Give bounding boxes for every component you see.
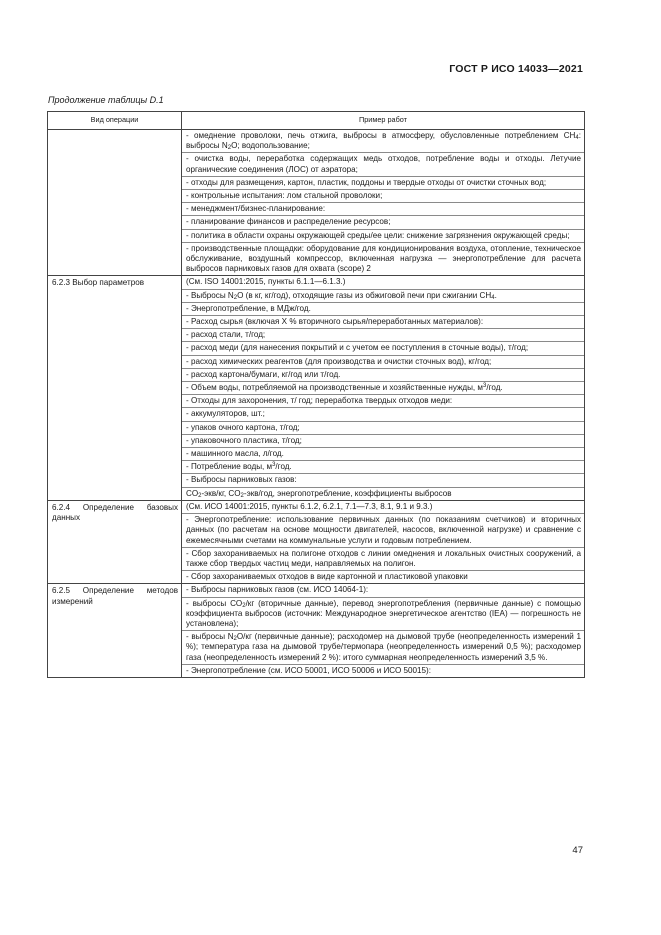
example-item: - аккумуляторов, шт.; [182,408,584,421]
example-item: - Отходы для захоронения, т/ год; переработка твердых отходов меди: [182,395,584,408]
examples-cell [182,276,585,500]
table-caption: Продолжение таблицы D.1 [48,95,164,105]
operation-cell: 6.2.4 Определение базовых данных [48,500,182,583]
example-item: - Сбор захораниваемых на полигоне отходов с линии омеднения и локальных очистных сооружений, а также сбор твердых частиц меди, направляемых на полигон. [182,548,584,571]
operation-cell [48,130,182,276]
examples-cell [182,500,585,583]
example-item: - планирование финансов и распределение ресурсов; [182,216,584,229]
example-item: - Выбросы $N_2O$ (в кг, кг/год), отходящие газы из обжиговой печи при сжигании $CH_4$. [182,290,584,303]
example-item: (См. ISO 14001:2015, пункты 6.1.1—6.1.3.) [182,276,584,289]
table-row [48,500,585,583]
example-item: - Выбросы парниковых газов (см. ИСО 14064-1): [182,584,584,597]
example-item: - отходы для размещения, картон, пластик, поддоны и твердые отходы от очистки сточных вод; [182,177,584,190]
example-item: - политика в области охраны окружающей среды/ее цели: снижение загрязнения окружающей среды; [182,230,584,243]
example-item: - Энергопотребление: использование первичных данных (по показаниям счетчиков) и вторичных данных (по расчетам на основе мощности двигателей, насосов, включенной нагрузке) и сравнение с ежемесячными счетами на коммунальные услуги и годовым потреблением. [182,514,584,548]
column-header-examples: Пример работ [182,112,585,130]
example-item: - выбросы $N_2O/кг$ (первичные данные); расходомер на дымовой трубе (неопределенность измерений 1 %); температура газа на дымовой трубе/термопара (неопределенность измерений 0,5 %); расходомер газа (неопределенность измерений 2 %): итого суммарная неопределенность измерений 3,5 %. [182,631,584,665]
table-row [48,584,585,678]
example-item: - омеднение проволоки, печь отжига, выбросы в атмосферу, обусловленные потреблением $CH_4$: выбросы $N_2O$; водопользование; [182,130,584,153]
operation-cell: 6.2.5 Определение методов измерений [48,584,182,678]
example-item: - машинного масла, л/год. [182,448,584,461]
examples-cell [182,584,585,678]
standard-header: ГОСТ Р ИСО 14033—2021 [449,63,583,75]
example-item: - Сбор захораниваемых отходов в виде картонной и пластиковой упаковки [186,572,468,582]
examples-cell [182,130,585,276]
example-item: - Потребление воды, $м^3$/год. [182,461,584,474]
example-item: - менеджмент/бизнес-планирование: [182,203,584,216]
example-item: - Энергопотребление, в МДж/год. [182,303,584,316]
example-item: - очистка воды, переработка содержащих медь отходов, потребление воды и отходы. Летучие органические соединения (ЛОС) от аэратора; [182,153,584,176]
example-item: - упаков очного картона, т/год; [182,422,584,435]
example-item: (См. ИСО 14001:2015, пункты 6.1.2, 6.2.1, 7.1—7.3, 8.1, 9.1 и 9.3.) [182,501,584,514]
example-item: - расход картона/бумаги, кг/год или т/год. [182,369,584,382]
example-item: - Расход сырья (включая X % вторичного сырья/переработанных материалов): [182,316,584,329]
page-number: 47 [572,845,583,856]
table-row [48,276,585,500]
example-item: - Объем воды, потребляемой на производственные и хозяйственные нужды, $м^3$/год. [182,382,584,395]
table-row [48,130,585,276]
example-item: - расход стали, т/год; [182,329,584,342]
example-item: - Выбросы парниковых газов: [182,474,584,487]
example-item: - выбросы $CO_2/кг$ (вторичные данные), перевод энергопотребления (первичные данные) с помощью коэффициента выбросов (источник: Международное энергетическое агентство (IEA) — погрешность не установлена); [182,598,584,632]
column-header-operation: Вид операции [48,112,182,130]
example-item: - Энергопотребление (см. ИСО 50001, ИСО 50006 и ИСО 50015): [186,665,431,675]
example-item: - производственные площадки: оборудование для кондиционирования воздуха, отопление, техническое обслуживание, воздушный компрессор, включенная нагрузка — энергопотребление для расчета выбросов парниковых газов для охвата (scope) 2 [186,243,581,274]
example-item: - расход химических реагентов (для производства и очистки сточных вод), кг/год; [182,356,584,369]
example-item: - расход меди (для нанесения покрытий и с учетом ее поступления в сточные воды), т/год; [182,342,584,355]
operation-cell: 6.2.3 Выбор параметров [48,276,182,500]
table-header-row [48,112,585,130]
example-item: $CO_2-экв/кг$, $CO_2-экв$/год, энергопотребление, коэффициенты выбросов [186,488,452,499]
example-item: - упаковочного пластика, т/год; [182,435,584,448]
example-item: - контрольные испытания: лом стальной проволоки; [182,190,584,203]
operations-table [47,111,585,678]
